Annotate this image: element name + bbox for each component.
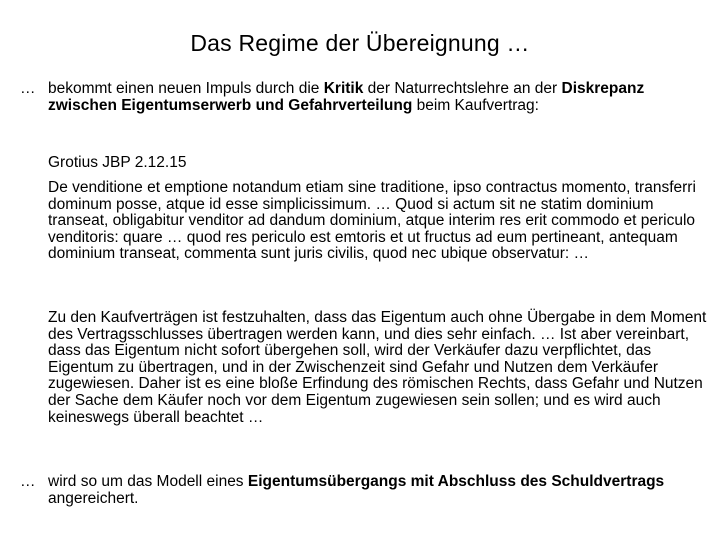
bullet-text-part: der Naturrechtslehre an der [363,80,562,97]
latin-quote: De venditione et emptione notandum etiam sine traditione, ipso contractus momento, transferri dominum posse, atque id esse simplicissimum. … Quod si actum sit ne statim dominium transeat, obligabitur venditor ad dandum dominium, atque interim res erit commodo et periculo venditoris: quare … quod res periculo est emtoris et ut fructus ad eum pertineant, antequam dominium transeat, commenta sunt juris civilis, quod nec ubique observatur: … [48,179,696,263]
bullet-modell [20,474,710,507]
german-translation: Zu den Kaufverträgen ist festzuhalten, dass das Eigentum auch ohne Übergabe in dem Moment des Vertragsschlusses übertragen werden kann, und dies sehr einfach. … Ist aber vereinbart, dass das Eigentum nicht sofort übergehen soll, wird der Verkäufer dazu verpflichtet, das Eigentum zu übertragen, und in der Zwischenzeit sind Gefahr und Nutzen dem Verkäufer zugewiesen. Daher ist es eine bloße Erfindung des römischen Rechts, dass Gefahr und Nutzen der Sache dem Käufer noch vor dem Eigentum zugewiesen sein sollen; und es wird auch keineswegs überall beachtet … [48,309,707,426]
bullet-marker: … [20,80,36,97]
bullet-marker: … [20,473,36,490]
bullet-text-part: beim Kaufvertrag: [412,96,539,114]
bullet-text-part: wird so um das Modell eines [48,473,248,490]
source-citation: Grotius JBP 2.12.15 [48,154,187,171]
bullet-kritik [20,81,710,114]
bullet-text-part: angereichert. [48,489,139,507]
bullet-text-part: bekommt einen neuen Impuls durch die [48,80,324,97]
bullet-text [48,81,710,114]
bold-term-diskrepanz: Diskrepanz zwischen Eigentumserwerb und Gefahrverteilung [48,80,645,114]
bullet-text [48,474,710,507]
bold-term-eigentumsuebergang: Eigentumsübergangs mit Abschluss des Schuldvertrags [247,473,665,490]
slide-title: Das Regime der Übereignung … [190,30,530,56]
bold-term-kritik: Kritik [323,80,364,97]
